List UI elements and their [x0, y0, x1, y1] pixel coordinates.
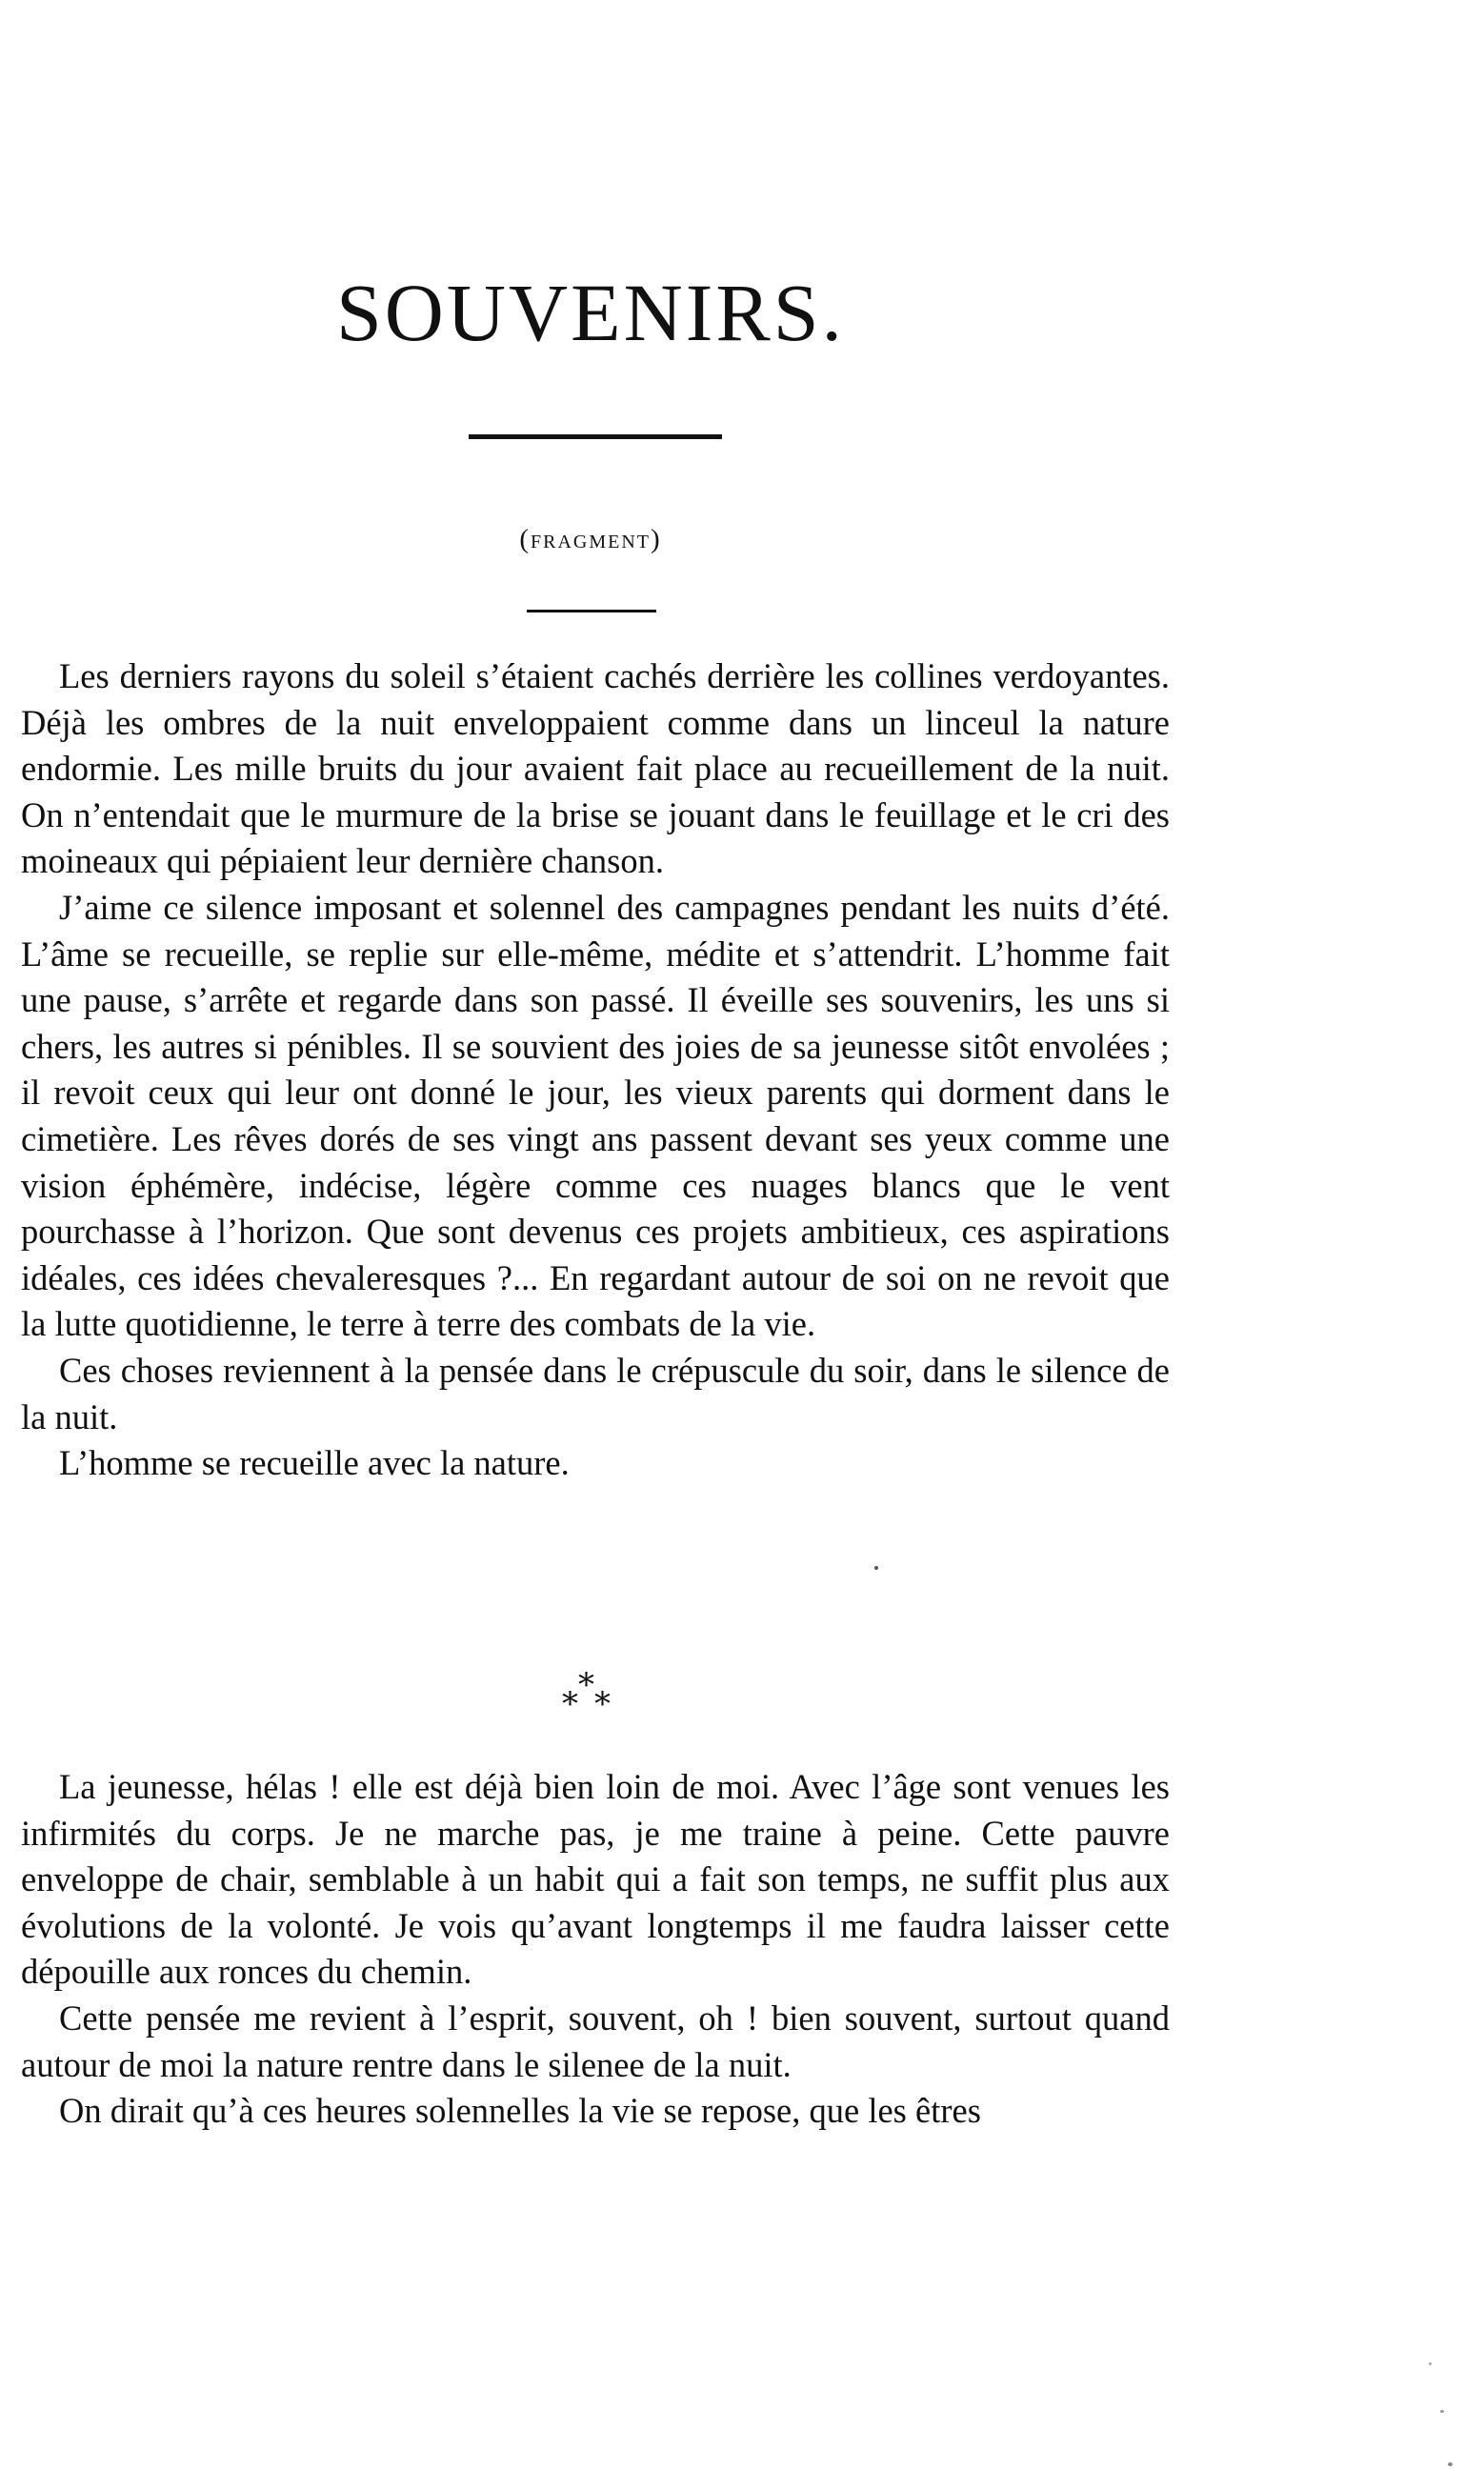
print-speck [1448, 2462, 1453, 2466]
subtitle-word: fragment [530, 524, 651, 554]
asterism-separator [552, 1666, 629, 1726]
page-title: SOUVENIRS. [335, 267, 846, 358]
asterism-star-left: * [562, 1685, 578, 1723]
subtitle-open-paren: ( [519, 524, 531, 554]
subtitle [381, 526, 800, 553]
paragraph: Les derniers rayons du soleil s’étaient cachés derrière les collines verdoyantes. Déjà les ombres de la nuit enveloppaient comme dans un linceul la nature endormie. Les mille bruits du jour avaient fait place au recueillement de la nuit. On n’entendait que le murmure de la brise se jouant dans le feuillage et le cri des moineaux qui pépiaient leur dernière chanson. [21, 656, 1170, 881]
asterism-star-top: * [578, 1666, 594, 1704]
paragraph: Ces choses reviennent à la pensée dans le crépuscule du soir, dans le silence de la nuit. [21, 1350, 1170, 1436]
print-speck [1429, 2362, 1432, 2365]
asterism-star-right: * [594, 1685, 611, 1723]
print-speck [1440, 2410, 1444, 2413]
subtitle-divider [527, 610, 656, 612]
subtitle-close-paren: ) [651, 524, 662, 554]
paragraph: On dirait qu’à ces heures solennelles la vie se repose, que les êtres [59, 2091, 981, 2131]
paragraph: J’aime ce silence imposant et solennel des campagnes pendant les nuits d’été. L’âme se recueille, se replie sur elle-même, médite et s’attendrit. L’homme fait une pause, s’arrête et regarde dans son passé. Il éveille ses souvenirs, les uns si chers, les autres si pénibles. Il se souvient des joies de sa jeunesse sitôt envolées ; il revoit ceux qui leur ont donné le jour, les vieux parents qui dorment dans le cimetière. Les rêves dorés de ses vingt ans passent devant ses yeux comme une vision éphémère, indécise, légère comme ces nuages blancs que le vent pourchasse à l’horizon. Que sont devenus ces projets ambitieux, ces aspirations idéales, ces idées chevaleresques ?... En regardant autour de soi on ne revoit que la lutte quotidienne, le terre à terre des combats de la vie. [21, 887, 1170, 1344]
print-speck [874, 1566, 878, 1570]
section-2-text [21, 1764, 1170, 2135]
paragraph: La jeunesse, hélas ! elle est déjà bien loin de moi. Avec l’âge sont venues les infirmités du corps. Je ne marche pas, je me traine à peine. Cette pauvre enveloppe de chair, semblable à un habit qui a fait son temps, ne suffit plus aux évolutions de la volonté. Je vois qu’avant longtemps il me faudra laisser cette dépouille aux ronces du chemin. [21, 1767, 1170, 1992]
paragraph: L’homme se recueille avec la nature. [59, 1443, 570, 1483]
title-divider [469, 434, 722, 439]
paragraph: Cette pensée me revient à l’esprit, souvent, oh ! bien souvent, surtout quand autour de moi la nature rentre dans le silenee de la nuit. [21, 1998, 1170, 2084]
section-1-text [21, 653, 1170, 1487]
